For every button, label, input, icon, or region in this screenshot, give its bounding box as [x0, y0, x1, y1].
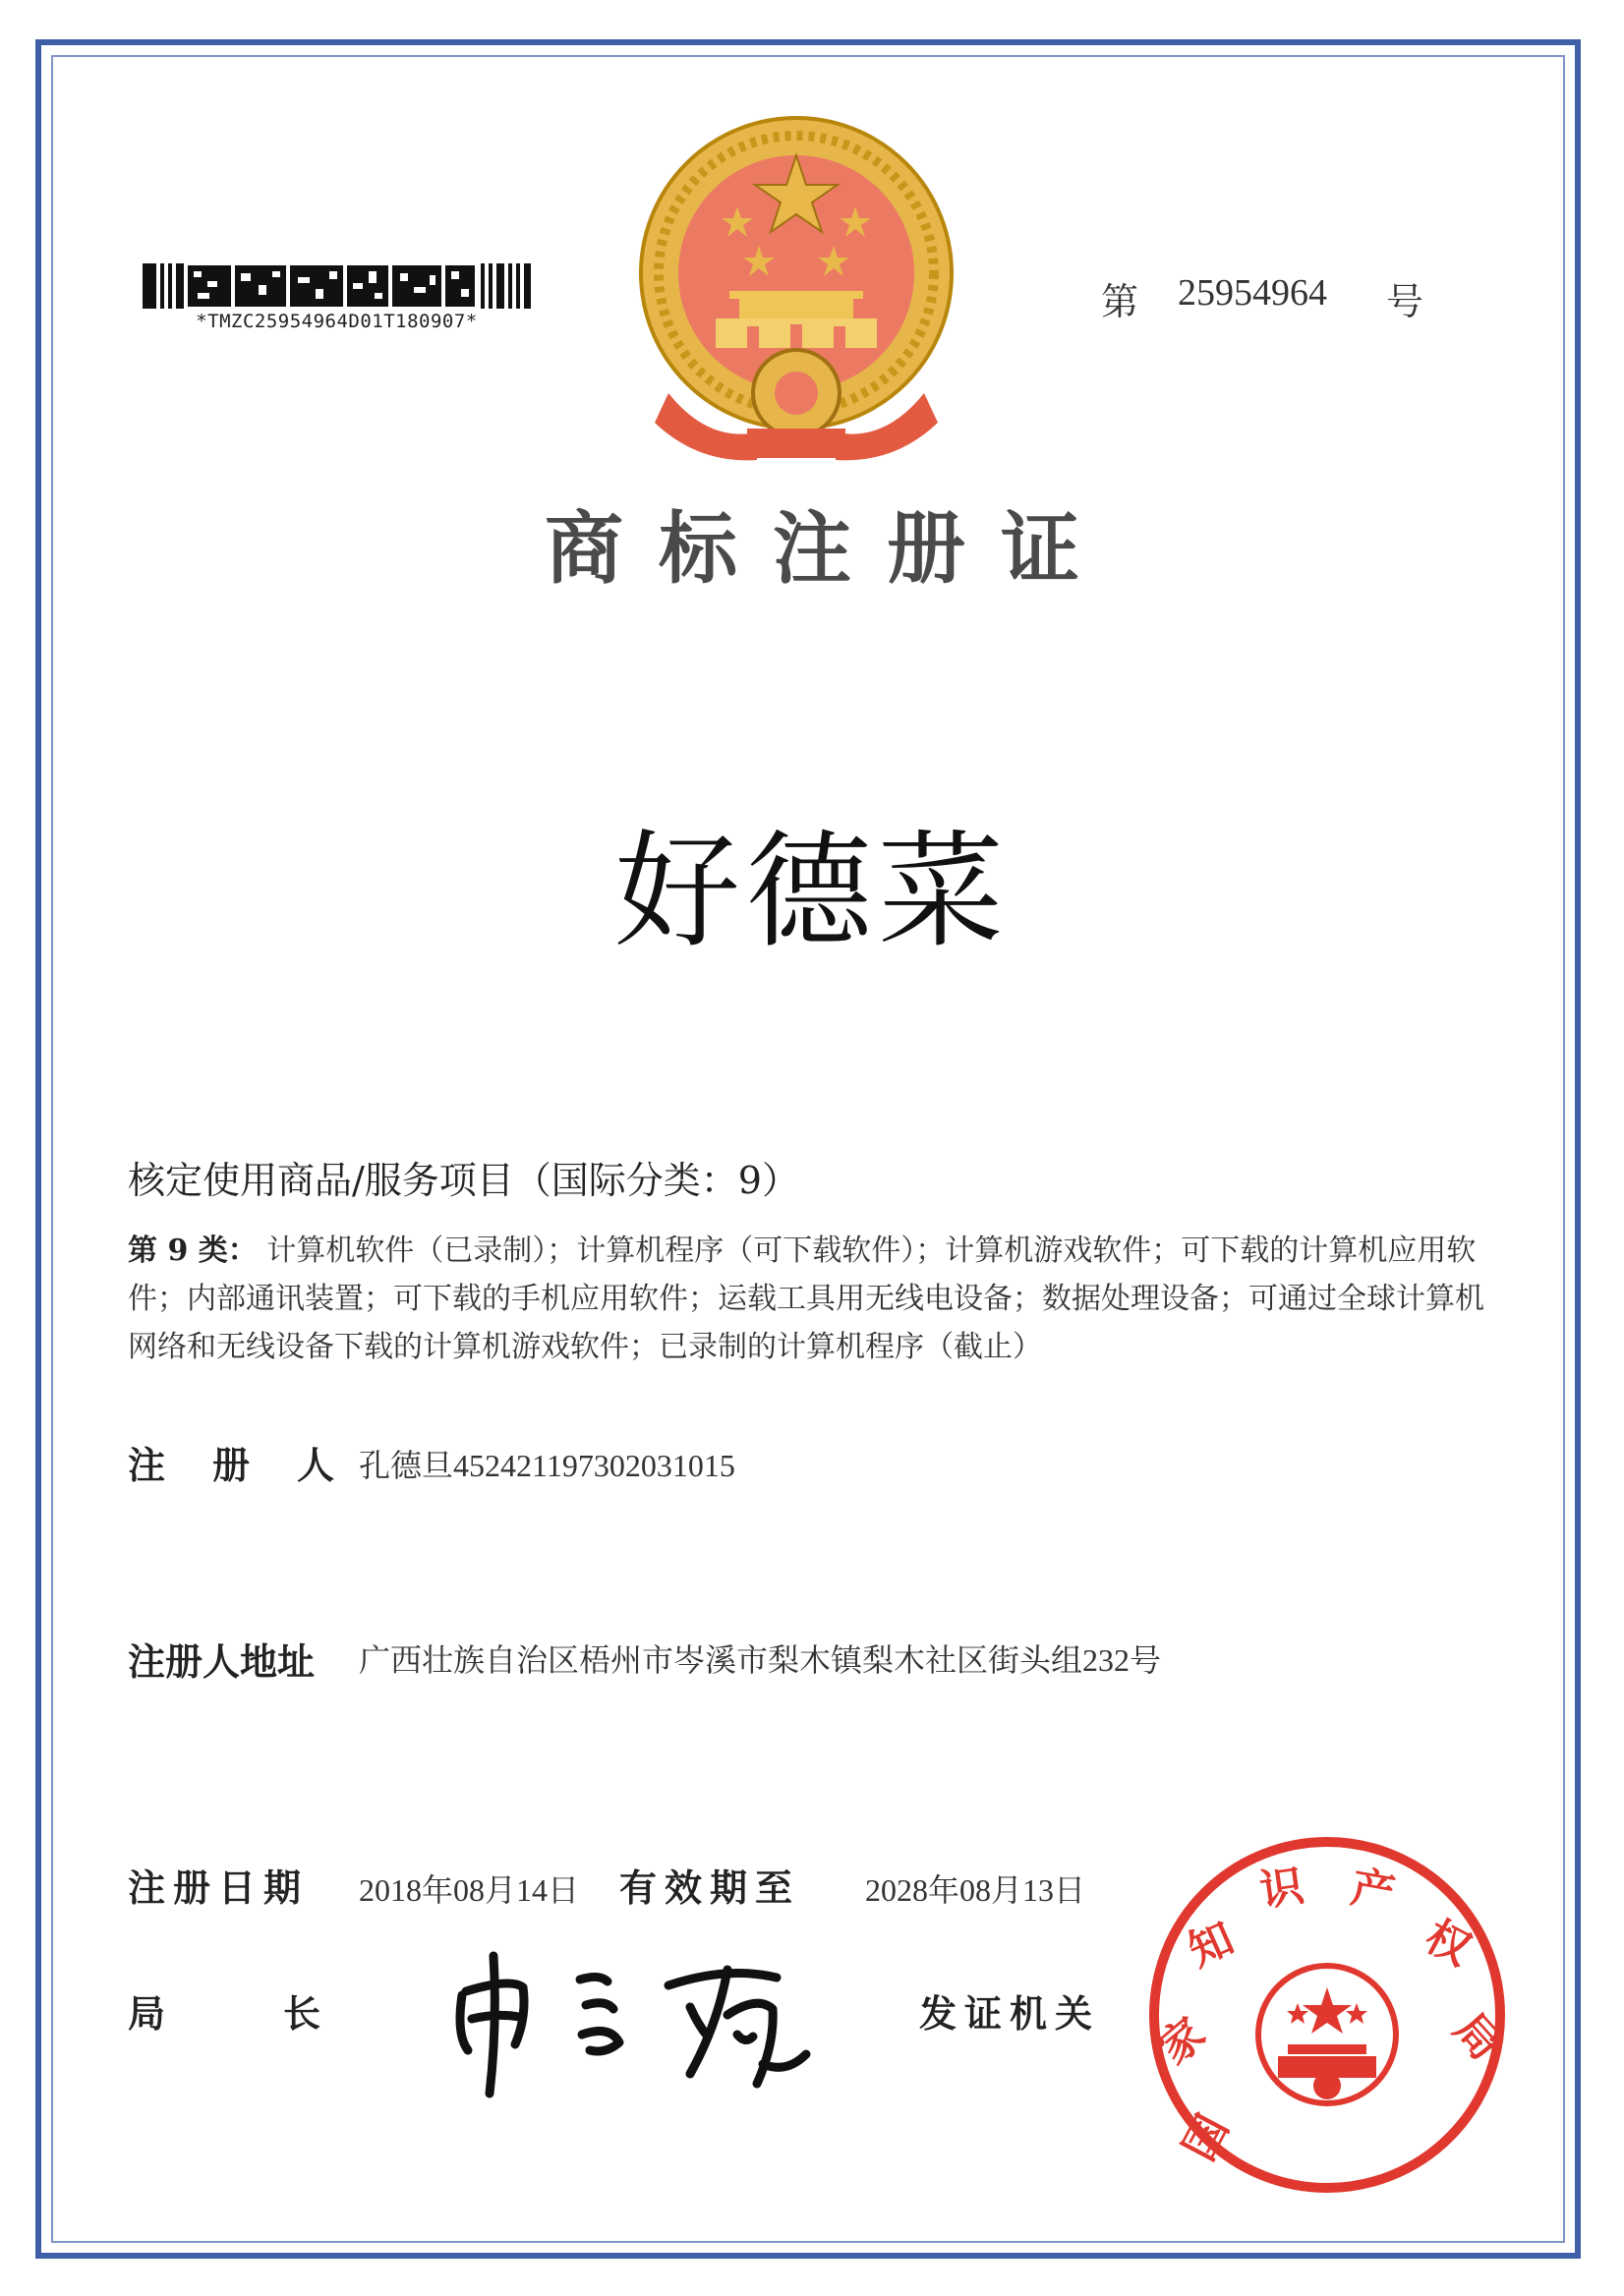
registration-date-label: 注册日期	[128, 1866, 310, 1910]
registration-number-suffix: 号	[1386, 280, 1424, 323]
document-title: 商标注册证	[545, 502, 1115, 595]
registration-number	[1101, 271, 1423, 325]
goods-class-label: 第 9 类：	[128, 1234, 258, 1268]
registrant-value: 孔德旦452421197302031015	[359, 1448, 735, 1483]
svg-text:识: 识	[1256, 1861, 1307, 1917]
address-value: 广西壮族自治区梧州市岑溪市梨木镇梨木社区街头组232号	[359, 1642, 1162, 1678]
registrant-label: 注册人	[128, 1443, 382, 1487]
national-emblem-icon	[629, 98, 963, 482]
svg-text:家: 家	[1149, 2008, 1215, 2075]
registration-number-value: 25954964	[1178, 272, 1328, 314]
svg-text:产: 产	[1347, 1862, 1399, 1920]
svg-text:权: 权	[1417, 1911, 1479, 1977]
issuing-authority-label: 发证机关	[919, 1991, 1101, 2036]
official-seal-icon	[1140, 1828, 1514, 2202]
trademark-name: 好德菜	[613, 819, 1010, 965]
registration-number-prefix: 第	[1101, 280, 1139, 323]
svg-text:局: 局	[1444, 2003, 1511, 2070]
director-label: 局长	[128, 1991, 439, 2036]
barcode-code-text: *TMZC25954964D01T180907*	[196, 311, 478, 332]
goods-description	[128, 1227, 1484, 1371]
svg-text:知: 知	[1181, 1913, 1242, 1977]
goods-list-text: 计算机软件（已录制）；计算机程序（可下载软件）；计算机游戏软件；可下载的计算机应用软件；内部通讯装置；可下载的手机应用软件；运载工具用无线电设备；数据处理设备；可通过全球计算机网络和无线设备下载的计算机游戏软件；已录制的计算机程序（截止）	[128, 1234, 1484, 1364]
address-label: 注册人地址	[128, 1639, 316, 1684]
svg-text:国: 国	[1174, 2106, 1240, 2169]
registration-date-value: 2018年08月14日	[359, 1872, 580, 1908]
valid-until-value: 2028年08月13日	[865, 1872, 1086, 1908]
goods-heading: 核定使用商品/服务项目（国际分类：9）	[128, 1159, 799, 1202]
director-signature	[433, 1926, 845, 2103]
barcode	[143, 263, 531, 309]
valid-until-label: 有效期至	[619, 1866, 801, 1910]
